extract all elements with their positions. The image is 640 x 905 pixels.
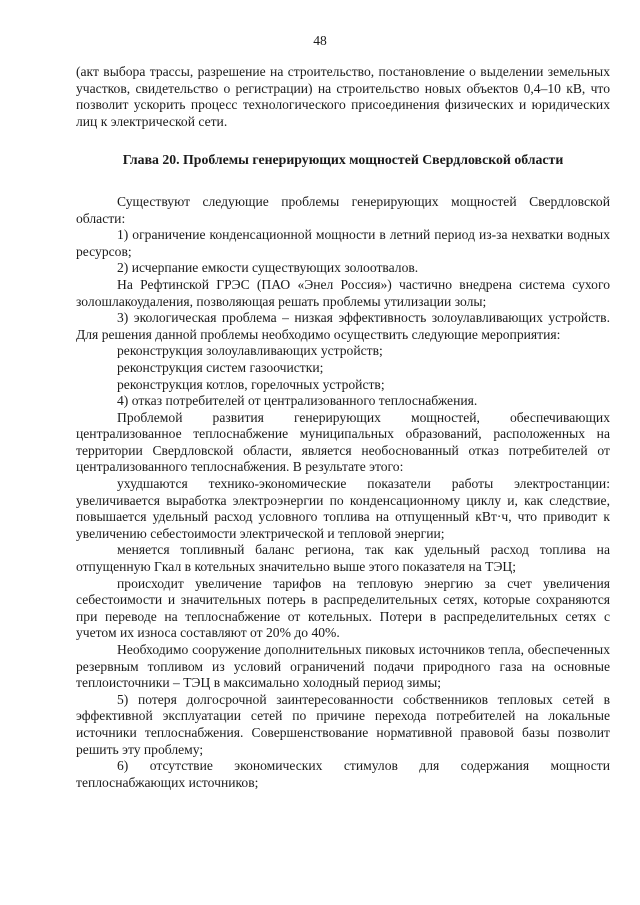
paragraph-item-4: 4) отказ потребителей от централизованного теплоснабжения. <box>117 393 478 409</box>
list-item: реконструкция золоулавливающих устройств; <box>117 343 383 359</box>
chapter-heading: Глава 20. Проблемы генерирующих мощностей Свердловской области <box>122 152 564 168</box>
paragraph-item-5: 5) потеря долгосрочной заинтересованности собственников тепловых сетей в эффективной эксплуатации сетей по причине перехода потребителей на локальные источники теплоснабжения. Совершенствование нормативной правовой базы позволит решить эту проблему; <box>76 691 610 757</box>
paragraph-reftinskaya: На Рефтинской ГРЭС (ПАО «Энел Россия») частично внедрена система сухого золошлакоудаления, позволяющая решать проблемы утилизации золы; <box>76 276 610 309</box>
paragraph-item-6: 6) отсутствие экономических стимулов для содержания мощности теплоснабжающих источников; <box>76 758 610 790</box>
paragraph-peak-sources: Необходимо сооружение дополнительных пиковых источников тепла, обеспеченных резервным топливом из условий ограничений подачи природного газа на основные теплоисточники – ТЭЦ в максимально холодный период зимы; <box>76 642 610 691</box>
paragraph-consequence-2: меняется топливный баланс региона, так как удельный расход топлива на отпущенную Гкал в котельных значительно выше этого показателя на ТЭЦ; <box>76 542 610 575</box>
list-item: реконструкция систем газоочистки; <box>117 359 324 375</box>
document-body <box>76 64 610 791</box>
paragraph-consequence-3: происходит увеличение тарифов на тепловую энергию за счет увеличения себестоимости и значительных потерь в распределительных сетях, которые сохраняются при переводе на теплоснабжение от котельных. Потери в распределительных сетях с учетом их износа составляют от 20% до 40%. <box>76 575 610 641</box>
intro-paragraph: (акт выбора трассы, разрешение на строительство, постановление о выделении земельных участков, свидетельство о регистрации) на строительство новых объектов 0,4–10 кВ, что позволит ускорить процесс технологического присоединения физических и юридических лиц к электрической сети. <box>76 64 610 129</box>
page-number: 48 <box>313 33 327 48</box>
paragraph-problems-intro: Существуют следующие проблемы генерирующих мощностей Свердловской области: <box>76 193 610 226</box>
paragraph-item-3: 3) экологическая проблема – низкая эффективность золоулавливающих устройств. Для решения данной проблемы необходимо осуществить следующие мероприятия: <box>76 310 610 342</box>
paragraph-heat-supply: Проблемой развития генерирующих мощностей, обеспечивающих централизованное теплоснабжение муниципальных образований, расположенных на территории Свердловской области, является необоснованный отказ потребителей от централизованного теплоснабжения. В результате этого: <box>76 409 610 475</box>
list-item: реконструкция котлов, горелочных устройств; <box>117 376 385 392</box>
paragraph-item-2: 2) исчерпание емкости существующих золоотвалов. <box>117 260 419 276</box>
paragraph-item-1: 1) ограничение конденсационной мощности в летний период из-за нехватки водных ресурсов; <box>76 227 610 259</box>
paragraph-consequence-1: ухудшаются технико-экономические показатели работы электростанции: увеличивается выработка электроэнергии по конденсационному циклу и, как следствие, повышается удельный расход условного топлива на отпущенный кВт·ч, что приводит к увеличению себестоимости электрической и тепловой энергии; <box>76 476 610 541</box>
